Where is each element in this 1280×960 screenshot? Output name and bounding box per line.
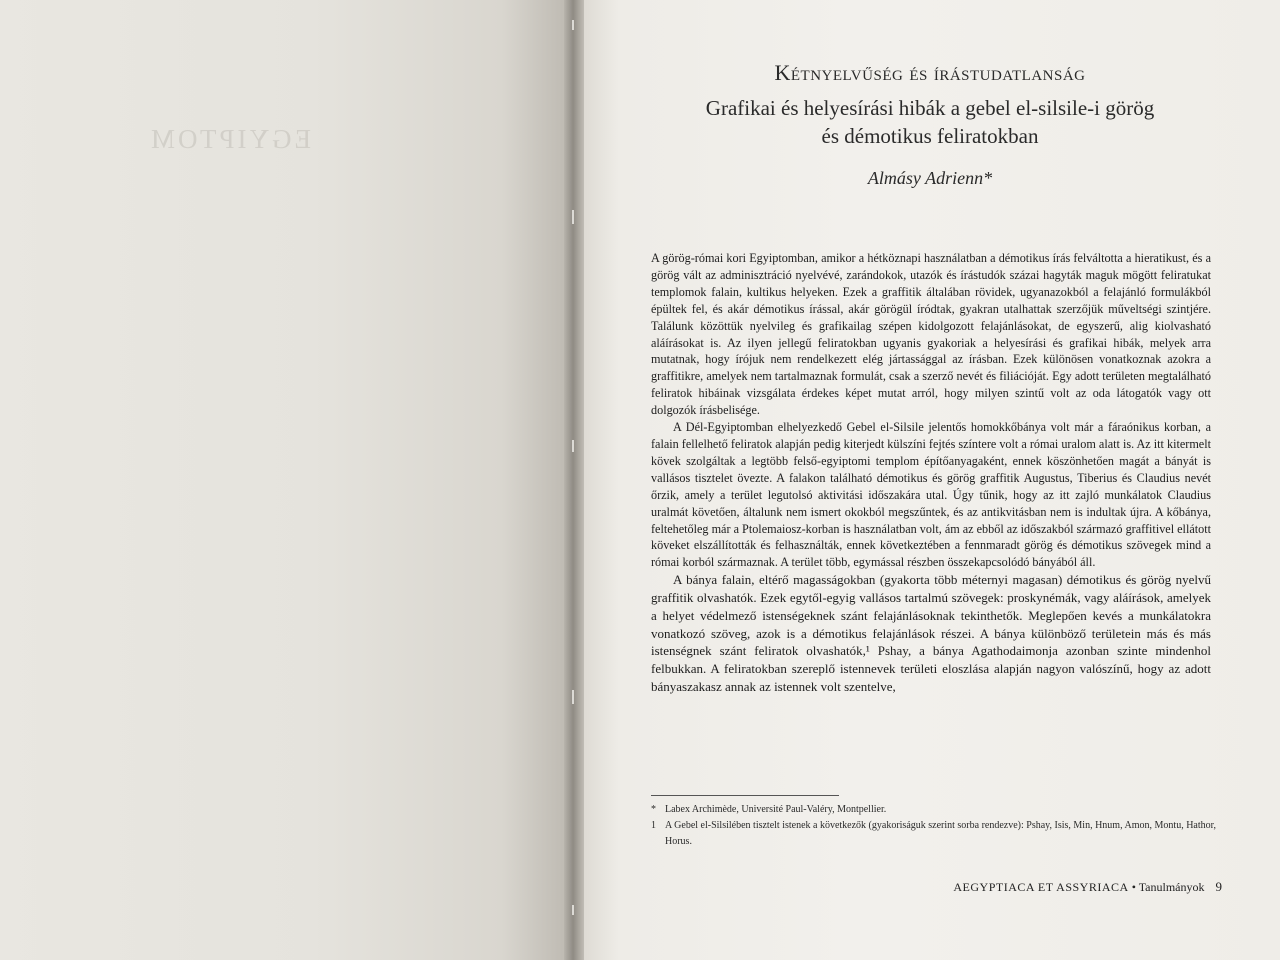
footnote <box>651 818 1226 850</box>
article-subtitle <box>640 94 1220 150</box>
footnote-mark: * <box>651 804 656 815</box>
footnotes <box>651 802 1226 850</box>
footnote-text: A Gebel el-Silsilében tisztelt istenek a következők (gyakoriságuk szerint sorba rendezve): Pshay, Isis, Min, Hnum, Amon, Montu, Hathor, Horus. <box>665 820 1217 847</box>
body-paragraph: A görög-római kori Egyiptomban, amikor a hétköznapi használatban a démotikus írás felváltotta a hieratikust, és a görög vált az adminisztráció nyelvévé, zarándokok, utazók és írástudók százai hagyták maguk mögött feliratukat templomok falain, kultikus helyeken. Ezek a graffitik általában rövidek, ugyanazokból a felajánló formulákból épültek fel, és akár démotikus írással, akár görögül íródtak, gyakran utalhattak szerzőjük műveltségi szintjére. Találunk közöttük nyelvileg és grafikailag szépen kidolgozott felajánlásokat, de egyszerű, alig kiolvasható aláírásokat is. Az ilyen jellegű feliratokban ugyanis gyakoriak a helyesírási és grafikai hibák, melyek arra mutatnak, hogy írójuk nem rendelkezett elég jártassággal az írásban. Ezek különösen vonatkoznak azokra a graffitikre, amelyek nem tartalmaznak formulát, csak a szerző nevét és filiációját. Egy adott területen megtalálható feliratok hibáinak vizsgálata érdekes képet mutat arról, hogy milyen szintű volt az oda látogatók vagy ott dolgozók írásbelisége. <box>651 251 1211 418</box>
footer-separator: • <box>1131 880 1136 894</box>
subtitle-line: Grafikai és helyesírási hibák a gebel el-silsile-i görög <box>705 96 1155 120</box>
binding-stitch <box>572 20 574 30</box>
author-name: Almásy Adrienn* <box>867 168 993 188</box>
left-page <box>0 0 570 960</box>
journal-name: AEGYPTIACA ET ASSYRIACA <box>953 880 1129 894</box>
footnote-text: Labex Archimède, Université Paul-Valéry, Montpellier. <box>665 804 887 815</box>
page-number: 9 <box>1215 879 1222 894</box>
binding-stitch <box>572 905 574 915</box>
binding-stitch <box>572 210 574 224</box>
article-title: Kétnyelvűség és írástudatlanság <box>774 60 1086 85</box>
section-name: Tanulmányok <box>1138 880 1205 894</box>
footnote-divider <box>651 795 839 796</box>
binding-stitch <box>572 690 574 704</box>
bleed-through-heading: EGYIPTOM <box>148 124 312 154</box>
footnote <box>651 802 1226 818</box>
running-footer <box>953 879 1222 895</box>
body-paragraph: A bánya falain, eltérő magasságokban (gyakorta több méternyi magasan) démotikus és görög nyelvű graffitik olvashatók. Ezek egytől-egyig vallásos tartalmú szövegek: proskynémák, vagy aláírások, amelyek a helyet védelmező istenségeknek szánt felajánlásoknak tekinthetők. Meglepően kevés a munkálatokra vonatkozó szöveg, azok is a démotikus felajánlások részei. A bánya különböző területein más és más istenségnek szánt feliratok olvashatók,¹ Pshay, a bánya Agathodaimonja azonban szinte mindenhol felbukkan. A feliratokban szereplő istennevek területi eloszlása alapján nagyon valószínű, hogy az adott bányaszakasz annak az istennek volt szentelve, <box>651 572 1211 694</box>
subtitle-line: és démotikus feliratokban <box>821 124 1039 148</box>
body-paragraph: A Dél-Egyiptomban elhelyezkedő Gebel el-Silsile jelentős homokkőbánya volt már a fáraónikus korban, a falain fellelhető feliratok alapján pedig kiterjedt külszíni fejtés színtere volt a római uralom alatt is. Az itt kitermelt kövek szolgáltak a legtöbb felső-egyiptomi templom építőanyagaként, ennek köszönhetően magát a bányát is vallásos tisztelet övezte. A falakon található démotikus és görög graffitik Augustus, Tiberius és Claudius nevét őrzik, amely a terület legutolsó aktivitási időszakára utal. Úgy tűnik, hogy az itt zajló munkálatok Claudius uralmát követően, általunk nem ismert okokból megszűntek, és az antikvitásban nem is indultak újra. A kőbánya, feltehetőleg már a Ptolemaiosz-korban is használatban volt, ám az ebből az időszakból származó graffitivel ellátott köveket elszállították és felhasználták, ennek következtében a fennmaradt görög és démotikus szövegek mind a római korból származnak. A terület több, egymással részben összekapcsolódó bányából áll. <box>651 420 1211 570</box>
footnote-mark: 1 <box>651 820 656 831</box>
article-body <box>651 250 1211 696</box>
binding-stitch <box>572 440 574 452</box>
